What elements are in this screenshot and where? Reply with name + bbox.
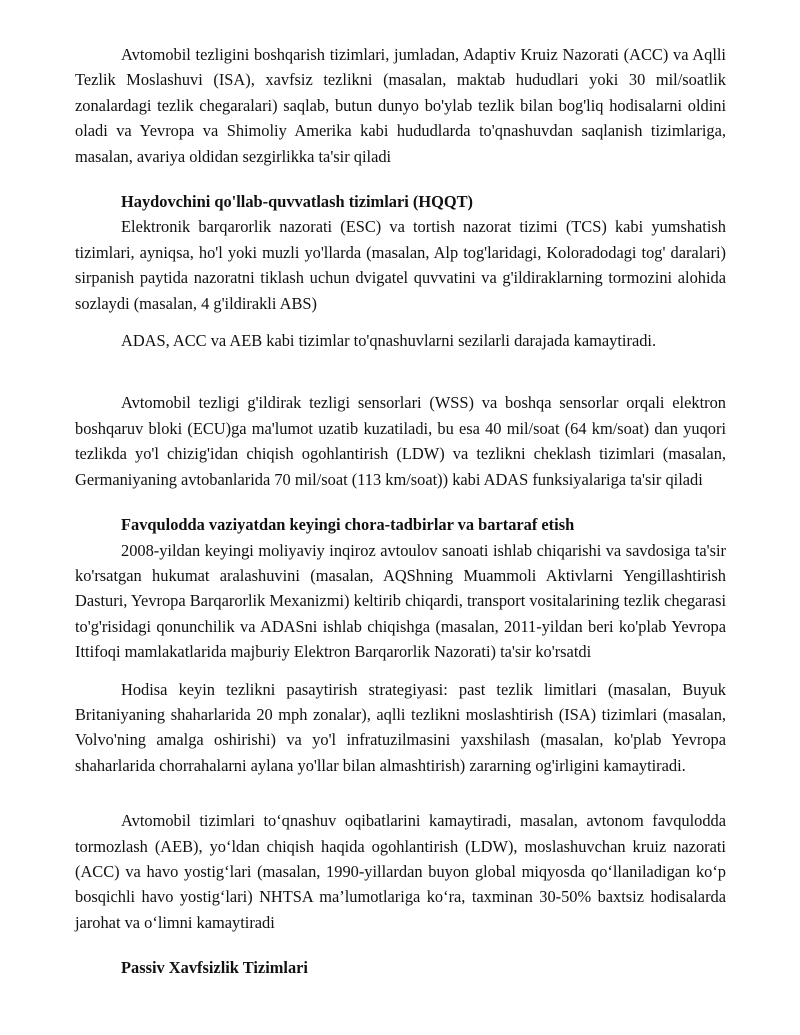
paragraph-collision-mitigation: Avtomobil tizimlari to‘qnashuv oqibatlarini kamaytiradi, masalan, avtonom favqulodda tormozlash (AEB), yo‘ldan chiqish haqida ogohlantirish (LDW), moslashuvchan kruiz nazorati (ACC) va havo yostig‘lari (masalan, 1990-yillardan buyon global miqyosda qo‘llaniladigan ko‘p bosqichli havo yostig‘lari) NHTSA ma’lumotlariga ko‘ra, taxminan 30-50% baxtsiz hodisalarda jarohat va o‘limni kamaytiradi: [75, 811, 726, 932]
document-page: [75, 42, 726, 981]
heading-post-emergency: Favqulodda vaziyatdan keyingi chora-tadbirlar va bartaraf etish: [121, 515, 575, 535]
spacer: [75, 169, 726, 189]
spacer: [75, 492, 726, 512]
spacer: [75, 316, 726, 328]
paragraph-wheel-speed-sensors: Avtomobil tezligi g'ildirak tezligi sensorlari (WSS) va boshqa sensorlar orqali elektron boshqaruv bloki (ECU)ga ma'lumot uzatib kuzatiladi, bu esa 40 mil/soat (64 km/soat) dan yuqori tezlikda yo'l chizig'idan chiqish ogohlantirish (LDW) va tezlikni cheklash tizimlari (masalan, Germaniyaning avtobanlarida 70 mil/soat (113 km/soat)) kabi ADAS funksiyalariga ta'sir qiladi: [75, 393, 726, 489]
spacer: [75, 778, 726, 808]
heading-passive-safety: Passiv Xavfsizlik Tizimlari: [121, 958, 308, 978]
spacer: [75, 353, 726, 390]
paragraph-speed-control: Avtomobil tezligini boshqarish tizimlari, jumladan, Adaptiv Kruiz Nazorati (ACC) va Aqlli Tezlik Moslashuvi (ISA), xavfsiz tezlikni (masalan, maktab hududlari yoki 30 mil/soatlik zonalardagi tezlik chegaralari) saqlab, butun dunyo bo'ylab tezlik bilan bog'liq hodisalarni oldini oladi va Yevropa va Shimoliy Amerika kabi hududlarda to'qnashuvdan saqlanish tizimlariga, masalan, avariya oldidan sezgirlikka ta'sir qiladi: [75, 45, 726, 166]
spacer: [75, 665, 726, 677]
spacer: [75, 935, 726, 955]
paragraph-speed-reduction-strategy: Hodisa keyin tezlikni pasaytirish strategiyasi: past tezlik limitlari (masalan, Buyuk Britaniyaning shaharlarida 20 mph zonalar), aqlli tezlikni moslashtirish (ISA) tizimlari (masalan, Volvo'ning amalga oshirishi) va yo'l infratuzilmasini yaxshilash (masalan, ko'plab Yevropa shaharlarida chorrahalarni aylana yo'llar bilan almashtirish) zararning og'irligini kamaytiradi.: [75, 679, 726, 775]
paragraph-adas-summary: ADAS, ACC va AEB kabi tizimlar to'qnashuvlarni sezilarli darajada kamaytiradi.: [121, 331, 657, 351]
heading-driver-support: Haydovchini qo'llab-quvvatlash tizimlari (HQQT): [121, 192, 473, 212]
paragraph-esc-tcs: Elektronik barqarorlik nazorati (ESC) va tortish nazorat tizimi (TCS) kabi yumshatish tizimlari, ayniqsa, ho'l yoki muzli yo'llarda (masalan, Alp tog'laridagi, Koloradodagi tog' daralari) sirpanish paytida nazoratni tiklash uchun dvigatel quvvatini va g'ildiraklarning tormozini alohida sozlaydi (masalan, 4 g'ildirakli ABS): [75, 217, 726, 313]
paragraph-financial-crisis: 2008-yildan keyingi moliyaviy inqiroz avtoulov sanoati ishlab chiqarishi va savdosiga ta'sir ko'rsatgan hukumat aralashuvini (masalan, AQShning Muammoli Aktivlarni Yengillashtirish Dasturi, Yevropa Barqarorlik Mexanizmi) keltirib chiqardi, transport vositalarining tezlik chegarasi to'g'risidagi qonunchilik va ADASni ishlab chiqishga (masalan, 2011-yildan beri ko'plab Yevropa Ittifoqi mamlakatlarida majburiy Elektron Barqarorlik Nazorati) ta'sir ko'rsatdi: [75, 540, 726, 662]
